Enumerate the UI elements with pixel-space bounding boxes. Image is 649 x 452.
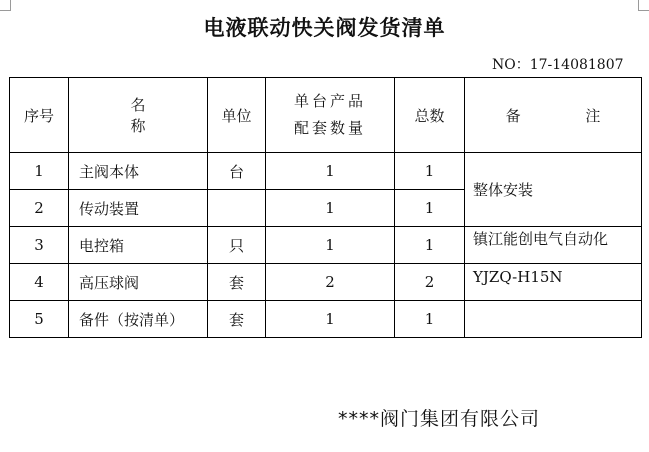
cell-total: 1 (395, 301, 465, 338)
cell-unit (208, 190, 266, 227)
header-unit: 单位 (208, 78, 266, 153)
table-header-row (10, 78, 642, 153)
header-total: 总数 (395, 78, 465, 153)
header-name: 名 称 (69, 78, 208, 153)
header-per-unit-qty-line1: 单台产品 (293, 92, 366, 110)
header-seq: 序号 (10, 78, 69, 153)
cell-seq: 4 (10, 264, 69, 301)
document-number: NO：17-14081807 (492, 57, 624, 73)
document-title: 电液联动快关阀发货清单 (203, 16, 446, 40)
cell-total: 1 (395, 190, 465, 227)
table-row (10, 301, 642, 338)
page-corner-mark-top-left (0, 0, 11, 11)
cell-total: 2 (395, 264, 465, 301)
cell-name: 主阀本体 (69, 153, 208, 190)
cell-qty: 1 (266, 190, 395, 227)
table-row (10, 153, 642, 190)
cell-remarks: 镇江能创电气自动化 (473, 230, 609, 248)
header-per-unit-qty-line2: 配套数量 (293, 119, 366, 137)
cell-qty: 1 (266, 227, 395, 264)
cell-name: 备件（按清单） (69, 301, 208, 338)
shipping-list-table (9, 77, 642, 338)
table-row (10, 264, 642, 301)
cell-qty: 1 (266, 153, 395, 190)
cell-seq: 1 (10, 153, 69, 190)
cell-remarks-wrapper (465, 227, 642, 264)
cell-remarks: YJZQ-H15N (465, 264, 642, 301)
company-signature: ****阀门集团有限公司 (338, 408, 541, 430)
cell-unit: 台 (208, 153, 266, 190)
cell-seq: 2 (10, 190, 69, 227)
cell-unit: 套 (208, 264, 266, 301)
table-row (10, 227, 642, 264)
cell-total: 1 (395, 153, 465, 190)
cell-name: 电控箱 (69, 227, 208, 264)
cell-qty: 2 (266, 264, 395, 301)
cell-qty: 1 (266, 301, 395, 338)
cell-name: 传动装置 (69, 190, 208, 227)
cell-name: 高压球阀 (69, 264, 208, 301)
cell-remarks: 整体安装 (465, 153, 642, 227)
header-remarks: 备 注 (465, 78, 642, 153)
cell-seq: 3 (10, 227, 69, 264)
cell-unit: 套 (208, 301, 266, 338)
cell-unit: 只 (208, 227, 266, 264)
cell-remarks (465, 301, 642, 338)
header-per-unit-qty (266, 78, 395, 153)
cell-seq: 5 (10, 301, 69, 338)
cell-total: 1 (395, 227, 465, 264)
page-corner-mark-top-right (638, 0, 649, 11)
